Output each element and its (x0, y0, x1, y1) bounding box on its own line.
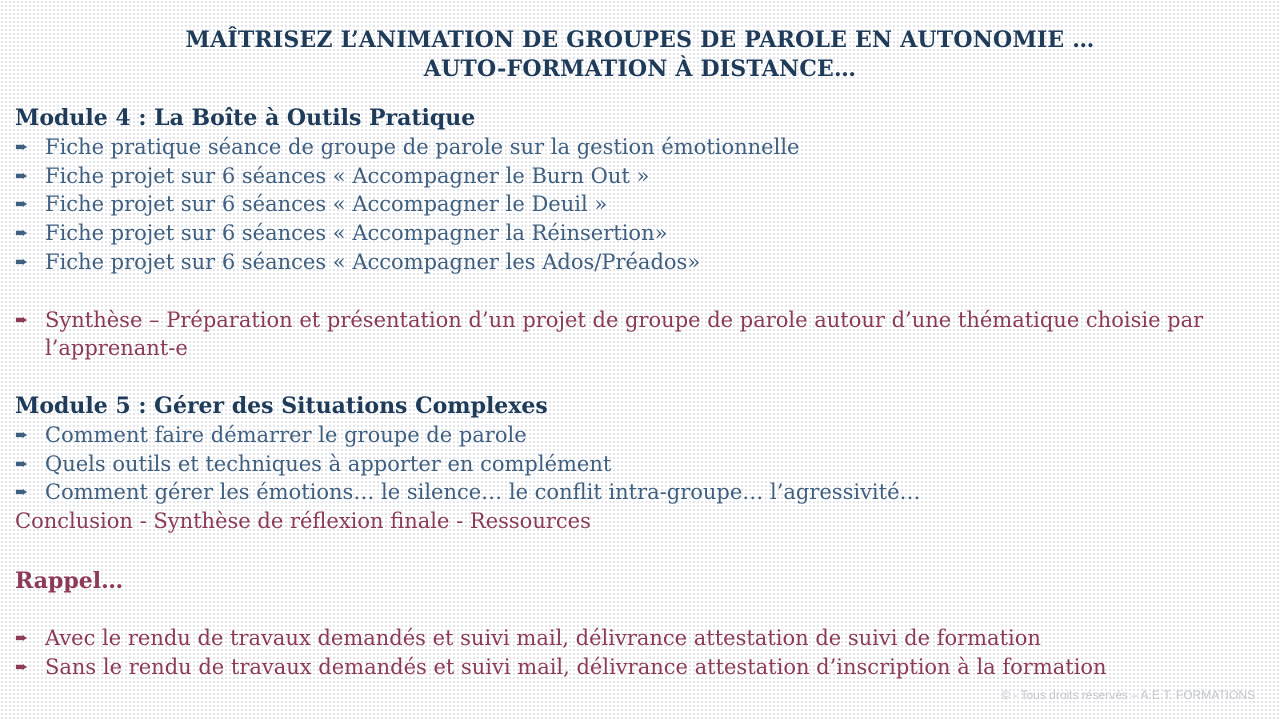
spacer (15, 536, 1215, 565)
arrow-right-icon: ➨ (15, 309, 29, 329)
list-item-text: Comment faire démarrer le groupe de parole (45, 422, 527, 447)
arrow-right-icon: ➨ (15, 194, 29, 214)
arrow-right-icon: ➨ (15, 424, 29, 444)
arrow-right-icon: ➨ (15, 251, 29, 271)
copyright-footer: © - Tous droits réservés – A.E.T. FORMATIONS (1001, 688, 1255, 702)
rappel-item (15, 624, 1215, 653)
arrow-right-icon: ➨ (15, 165, 29, 185)
spacer (15, 363, 1215, 392)
list-item (15, 421, 1215, 450)
slide-title (0, 26, 1280, 84)
synthese-item (15, 306, 1215, 364)
rappel-item-text: Sans le rendu de travaux demandés et suivi mail, délivrance attestation d’inscription à la formation (45, 655, 1107, 680)
list-item (15, 478, 1215, 507)
list-item (15, 219, 1215, 248)
module-5-heading: Module 5 : Gérer des Situations Complexes (15, 392, 548, 419)
arrow-right-icon: ➨ (15, 136, 29, 156)
module-4-heading: Module 4 : La Boîte à Outils Pratique (15, 105, 476, 131)
synthese-text: Synthèse – Préparation et présentation d’un projet de groupe de parole autour d’une thématique choisie par l’apprenant-e (45, 307, 1204, 361)
conclusion-text: Conclusion - Synthèse de réflexion finale - Ressources (15, 509, 591, 534)
list-item-text: Fiche projet sur 6 séances « Accompagner les Ados/Préados» (45, 249, 701, 274)
slide-content (15, 104, 1215, 682)
list-item (15, 133, 1215, 162)
spacer (15, 596, 1215, 625)
title-line-1: MAÎTRISEZ L’ANIMATION DE GROUPES DE PAROLE EN AUTONOMIE … (185, 27, 1095, 53)
title-line-2: AUTO-FORMATION À DISTANCE… (423, 56, 857, 82)
arrow-right-icon: ➨ (15, 453, 29, 473)
spacer (15, 277, 1215, 306)
arrow-right-icon: ➨ (15, 628, 29, 648)
list-item (15, 248, 1215, 277)
rappel-item (15, 653, 1215, 682)
arrow-right-icon: ➨ (15, 657, 29, 677)
list-item (15, 450, 1215, 479)
list-item (15, 190, 1215, 219)
list-item-text: Fiche projet sur 6 séances « Accompagner le Burn Out » (45, 163, 650, 188)
list-item-text: Fiche pratique séance de groupe de parole sur la gestion émotionnelle (45, 134, 800, 159)
rappel-heading: Rappel… (15, 567, 124, 594)
arrow-right-icon: ➨ (15, 223, 29, 243)
list-item-text: Fiche projet sur 6 séances « Accompagner le Deuil » (45, 192, 608, 217)
list-item-text: Quels outils et techniques à apporter en complément (45, 451, 612, 476)
list-item-text: Comment gérer les émotions… le silence… le conflit intra-groupe… l’agressivité… (45, 480, 921, 505)
arrow-right-icon: ➨ (15, 482, 29, 502)
rappel-item-text: Avec le rendu de travaux demandés et suivi mail, délivrance attestation de suivi de formation (45, 626, 1041, 651)
list-item (15, 162, 1215, 191)
list-item-text: Fiche projet sur 6 séances « Accompagner la Réinsertion» (45, 221, 668, 246)
